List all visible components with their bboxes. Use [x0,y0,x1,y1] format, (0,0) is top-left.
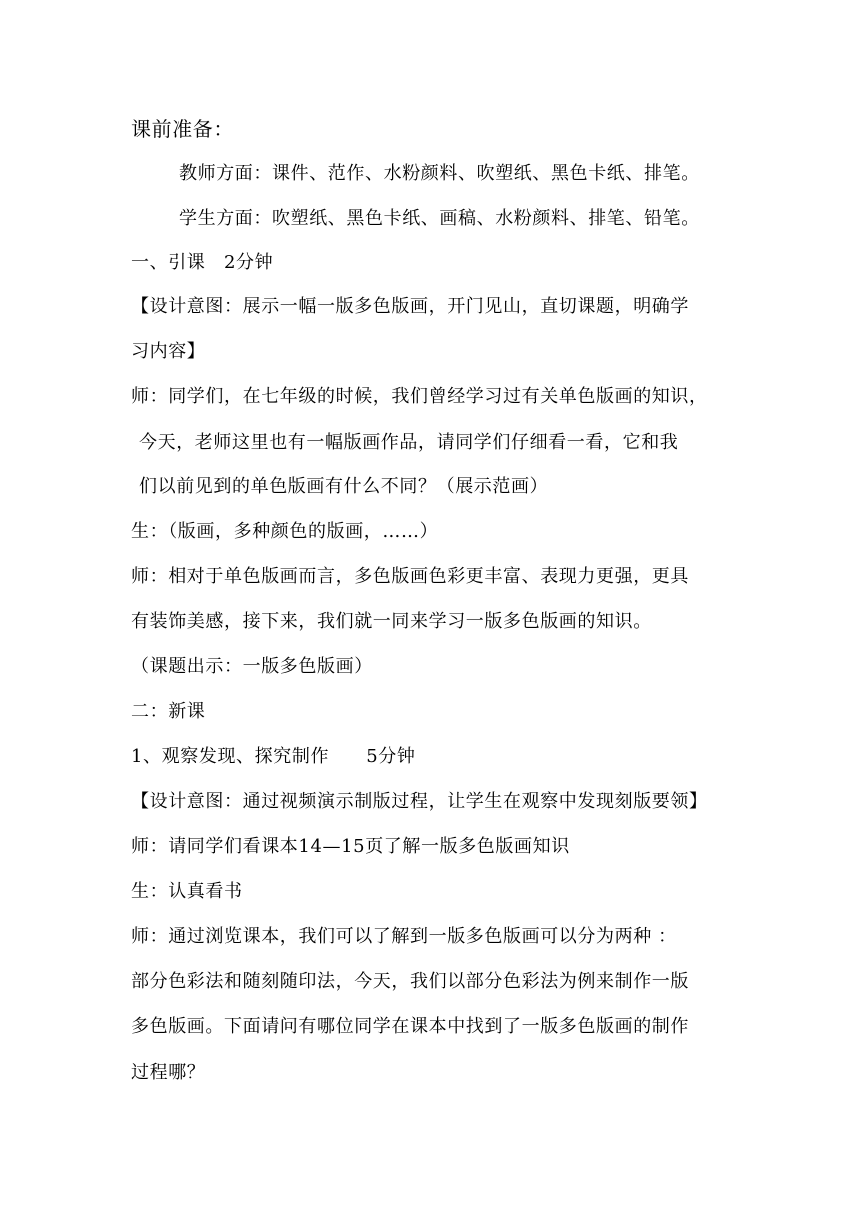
section-heading: 二：新课 [131,701,206,722]
paragraph-line: 师：同学们，在七年级的时候，我们曾经学习过有关单色版画的知识， [131,386,708,407]
paragraph-line: 多色版画。下面请问有哪位同学在课本中找到了一版多色版画的制作 [131,1016,689,1037]
paragraph-line: 学生方面：吹塑纸、黑色卡纸、画稿、水粉颜料、排笔、铅笔。 [179,208,700,229]
paragraph-line: 们以前见到的单色版画有什么不同？（展示范画） [139,476,549,497]
paragraph-line: （课题出示：一版多色版画） [131,656,373,677]
paragraph-line: 生：（版画，多种颜色的版画，……） [131,521,439,542]
paragraph-line: 师：请同学们看课本14—15页了解一版多色版画知识 [131,836,570,857]
paragraph-line: 师：通过浏览课本，我们可以了解到一版多色版画可以分为两种 ： [131,926,677,947]
paragraph-line: 生：认真看书 [131,881,243,902]
paragraph-line: 【设计意图：展示一幅一版多色版画，开门见山，直切课题，明确学 [131,296,689,317]
paragraph-line: 有装饰美感，接下来，我们就一同来学习一版多色版画的知识。 [131,611,652,632]
paragraph-line: 师：相对于单色版画而言，多色版画色彩更丰富、表现力更强，更具 [131,566,689,587]
paragraph-line: 教师方面：课件、范作、水粉颜料、吹塑纸、黑色卡纸、排笔。 [179,163,700,184]
section-title: 课前准备： [131,117,234,141]
subsection-heading: 1、观察发现、探究制作 5分钟 [131,746,416,767]
paragraph-line: 过程哪？ [131,1062,206,1083]
paragraph-line: 习内容】 [131,341,206,362]
paragraph-line: 部分色彩法和随刻随印法，今天，我们以部分色彩法为例来制作一版 [131,971,689,992]
paragraph-line: 【设计意图：通过视频演示制版过程，让学生在观察中发现刻版要领】 [131,791,708,812]
section-heading: 一、引课 2分钟 [131,252,274,273]
paragraph-line: 今天，老师这里也有一幅版画作品，请同学们仔细看一看，它和我 [139,432,679,453]
